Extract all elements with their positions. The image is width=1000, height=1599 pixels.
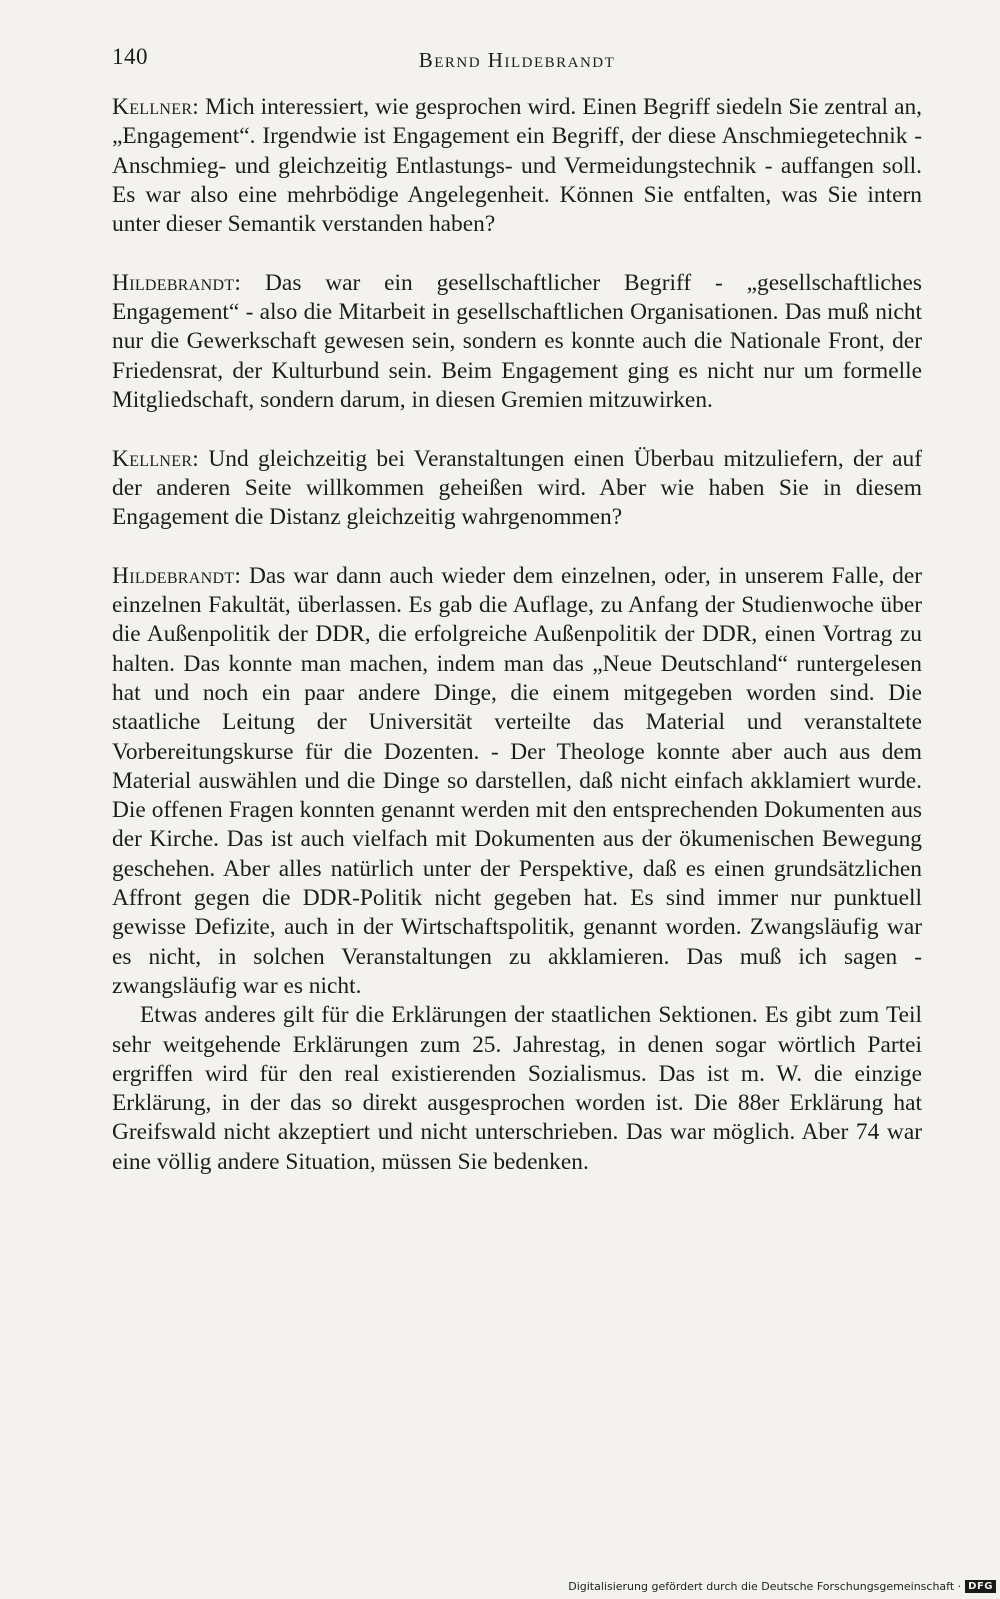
digitization-footer xyxy=(568,1580,996,1593)
speaker-label: Kellner: xyxy=(112,94,200,120)
speaker-label: Hildebrandt: xyxy=(112,562,242,589)
paragraph-hildebrandt-1 xyxy=(112,269,922,415)
paragraph-text: Mich interessiert, wie gesprochen wird. Einen Begriff siedeln Sie zentral an, „Engagement“. Irgendwie ist Engagement ein Begriff, der diese Anschmiegetechnik - Anschmieg- und gleichzeitig Entlastungs- und Vermeidungstechnik - auffangen soll. Es war also eine mehrbödige Angelegenheit. Können Sie entfalten, was Sie intern unter dieser Semantik verstanden haben? xyxy=(112,94,922,238)
paragraph-hildebrandt-2 xyxy=(112,562,922,1001)
dfg-logo: DFG xyxy=(965,1580,996,1593)
paragraph-text: Etwas anderes gilt für die Erklärungen der staatlichen Sektionen. Es gibt zum Teil sehr weitgehende Erklärungen zum 25. Jahrestag, in denen sogar wörtlich Partei ergriffen wird für den real existierenden Sozialismus. Das ist m. W. die einzige Erklärung, in der das so direkt ausgesprochen worden ist. Die 88er Erklärung hat Greifswald nicht akzeptiert und nicht unterschrieben. Das war möglich. Aber 74 war eine völlig andere Situation, müssen Sie bedenken. xyxy=(112,1002,922,1175)
speaker-label: Kellner: xyxy=(112,445,200,472)
paragraph-text: Das war dann auch wieder dem einzelnen, oder, in unserem Falle, der einzelnen Fakultät, überlassen. Es gab die Auflage, zu Anfang der Studienwoche über die Außenpolitik der DDR, die erfolgreiche Außenpolitik der DDR, einen Vortrag zu halten. Das konnte man machen, indem man das „Neue Deutschland“ runtergelesen hat und noch ein paar andere Dinge, die einem mitgegeben worden sind. Die staatliche Leitung der Universität verteilte das Material und veranstaltete Vorbereitungskurse für die Dozenten. - Der Theologe konnte aber auch aus dem Material auswählen und die Dinge so darstellen, daß nicht einfach akklamiert wurde. Die offenen Fragen konnten genannt werden mit den entsprechenden Dokumenten aus der Kirche. Das ist auch vielfach mit Dokumenten aus der ökumenischen Bewegung geschehen. Aber alles natürlich unter der Perspektive, daß es einen grundsätzlichen Affront gegen die DDR-Politik nicht gegeben hat. Es sind immer nur punktuell gewisse Defizite, auch in der Wirtschaftspolitik, genannt worden. Zwangsläufig war es nicht, in solchen Veranstaltungen zu akklamieren. Das muß ich sagen - zwangsläufig war es nicht. xyxy=(112,562,922,999)
running-head: Bernd Hildebrandt xyxy=(418,48,616,72)
paragraph-text: Und gleichzeitig bei Veranstaltungen einen Überbau mitzuliefern, der auf der anderen Seite willkommen geheißen wird. Aber wie haben Sie in diesem Engagement die Distanz gleichzeitig wahrgenommen? xyxy=(112,445,922,531)
paragraph-kellner-2 xyxy=(112,445,922,533)
page-number: 140 xyxy=(112,44,148,69)
paragraph-continuation xyxy=(112,1001,922,1177)
paragraph-text: Das war ein gesellschaftlicher Begriff - „gesellschaftliches Engagement“ - also die Mitarbeit in gesellschaftlichen Organisationen. Das muß nicht nur die Gewerkschaft gewesen sein, sondern es konnte auch die Nationale Front, der Friedensrat, der Kulturbund sein. Beim Engagement ging es nicht nur um formelle Mitgliedschaft, sondern darum, in diesen Gremien mitzuwirken. xyxy=(112,269,922,413)
footer-credit: Digitalisierung gefördert durch die Deutsche Forschungsgemeinschaft · xyxy=(568,1580,962,1593)
page-header xyxy=(112,44,922,76)
page-body xyxy=(112,93,922,1177)
paragraph-kellner-1 xyxy=(112,93,922,239)
speaker-label: Hildebrandt: xyxy=(112,269,242,296)
